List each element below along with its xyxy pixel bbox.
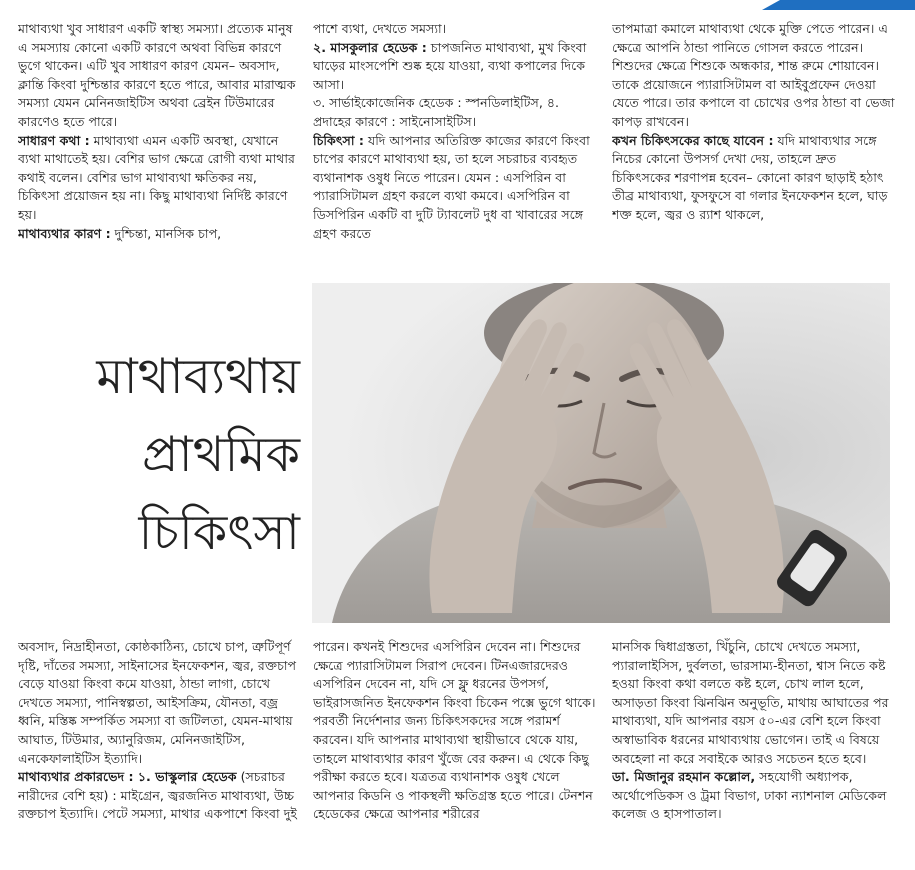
paragraph: কখন চিকিৎসকের কাছে যাবেন : যদি মাথাব্যথার সঙ্গে নিচের কোনো উপসর্গ দেখা দেয়, তাহলে দ্রুত চিকিৎসকের শরণাপন্ন হবেন– কোনো কারণ ছাড়াই হঠাৎ তীব্র মাথাব্যথা, ফুসফুসে বা গলার ইনফেকশন হলে, ঘাড় শক্ত হলে, জ্বর ও র‍্যাশ থাকলে, [612,132,888,222]
paragraph: চিকিৎসা : যদি আপনার অতিরিক্ত কাজের কারণে কিংবা চাপের কারণে মাথাব্যথা হয়, তা হলে সচরাচর ব্যবহৃত ব্যথানাশক ওষুধ নিতে পারেন। যেমন : এসপিরিন বা প্যারাসিটামল গ্রহণ করলে ব্যথা কমবে। এসপিরিন বা ডিসপিরিন একটি বা দুটি ট্যাবলেট দুধ বা খাবারের সঙ্গে গ্রহণ করতে [313,132,590,241]
subheading: ২. মাসকুলার হেডেক : [313,39,427,55]
subheading: মাথাব্যথার কারণ : [18,225,111,241]
subheading: চিকিৎসা : [313,132,364,148]
subheading: সাধারণ কথা : [18,132,90,148]
subheading: মাথাব্যথার প্রকারভেদ : ১. ভাস্কুলার হেডেক [18,769,237,785]
photo-illustration [312,283,890,623]
top-accent-bar [780,0,915,10]
bottom-column-3 [612,638,897,864]
top-column-3 [612,20,897,266]
paragraph: সাধারণ কথা : মাথাব্যথা এমন একটি অবস্থা, যেখানে ব্যথা মাথাতেই হয়। বেশির ভাগ ক্ষেত্রে রোগী ব্যথা মাথার কথাই বলেন। বেশির ভাগ মাথাব্যথা ক্ষতিকর নয়, চিকিৎসা প্রয়োজন হয় না। কিছু মাথাব্যথা নির্দিষ্ট কারণে হয়। [18,132,295,222]
article-headline [30,338,300,572]
paragraph: মাথাব্যথার প্রকারভেদ : ১. ভাস্কুলার হেডেক (সচরাচর নারীদের বেশি হয়) : মাইগ্রেন, জ্বরজনিত মাথাব্যথা, উচ্চ রক্তচাপ ইত্যাদি। পেটে সমস্যা, মাথার একপাশে কিংবা দুই [18,769,297,822]
paragraph: তাপমাত্রা কমালে মাথাব্যথা থেকে মুক্তি পেতে পারেন। এ ক্ষেত্রে আপনি ঠান্ডা পানিতে গোসল করতে পারেন। শিশুদের ক্ষেত্রে শিশুকে অন্ধকার, শান্ত রুমে শোয়াবেন। তাকে প্রয়োজনে প্যারাসিটামল বা আইবুপ্রফেন দেওয়া যেতে পারে। তার কপালে বা চোখের ওপর ঠান্ডা বা ভেজা কাপড় রাখবেন। [612,21,895,129]
bottom-column-2 [313,638,596,864]
paragraph: পারেন। কখনই শিশুদের এসপিরিন দেবেন না। শিশুদের ক্ষেত্রে প্যারাসিটামল সিরাপ দেবেন। টিনএজারদেরও এসপিরিন দেবেন না, যদি সে ফ্লু ধরনের উপসর্গ, ভাইরাসজনিত ইনফেকশন কিংবা চিকেন পক্সে ভুগে থাকে। পরবর্তী নির্দেশনার জন্য চিকিৎসকদের সঙ্গে পরামর্শ করবেন। যদি আপনার মাথাব্যথা স্থায়ীভাবে থেকে যায়, তাহলে মাথাব্যথার কারণ খুঁজে বের করুন। এ থেকে কিছু পরীক্ষা করতে হবে। যত্রতত্র ব্যথানাশক ওষুধ খেলে আপনার কিডনি ও পাকস্থলী ক্ষতিগ্রস্ত হতে পারে। টেনশন হেডেকের ক্ষেত্রে আপনার শরীরের [313,639,596,822]
subheading: কখন চিকিৎসকের কাছে যাবেন : [612,132,774,148]
paragraph: মানসিক দ্বিধাগ্রস্ততা, খিঁচুনি, চোখে দেখতে সমস্যা, প্যারালাইসিস, দুর্বলতা, ভারসাম্য-হীনতা, শ্বাস নিতে কষ্ট হওয়া কিংবা কথা বলতে কষ্ট হলে, চোখ লাল হলে, অসাড়তা কিংবা ঝিনঝিন অনুভূতি, মাথায় আঘাতের পর মাথাব্যথা, যদি আপনার বয়স ৫০-এর বেশি হলে কিংবা অস্বাভাবিক ধরনের মাথাব্যথায় ভোগেন। তাই এ বিষয়ে অবহেলা না করে সবাইকে আরও সচেতন হতে হবে। [612,639,889,766]
headline-line-1: মাথাব্যথায় [96,348,300,405]
paragraph: মাথাব্যথার কারণ : দুশ্চিন্তা, মানসিক চাপ, [18,225,222,241]
author-credit: ডা. মিজানুর রহমান কল্লোল, সহযোগী অধ্যাপক, অর্থোপেডিকস ও ট্রমা বিভাগ, ঢাকা ন্যাশনাল মেডিকেল কলেজ ও হাসপাতাল। [612,769,887,822]
paragraph: ৩. সার্ভাইকোজেনিক হেডেক : স্পনডিলাইটিস, ৪. প্রদাহের কারণে : সাইনোসাইটিস। [313,95,560,129]
headline-line-3: চিকিৎসা [138,504,300,561]
paragraph: মাথাব্যথা খুব সাধারণ একটি স্বাস্থ্য সমস্যা। প্রত্যেক মানুষ এ সমস্যায় কোনো একটি কারণে অথবা বিভিন্ন কারণে ভুগে থাকেন। এটি খুব সাধারণ কারণ যেমন– অবসাদ, ক্লান্তি কিংবা দুশ্চিন্তার কারণে হতে পারে, আবার মারাত্মক সমস্যা যেমন মেনিনজাইটিস অথবা ব্রেইন টিউমারের কারণেও হতে পারে। [18,21,296,129]
paragraph: অবসাদ, নিদ্রাহীনতা, কোষ্ঠকাঠিন্য, চোখে চাপ, ত্রুটিপূর্ণ দৃষ্টি, দাঁতের সমস্যা, সাইনাসের ইনফেকশন, জ্বর, রক্তচাপ বেড়ে যাওয়া কিংবা কমে যাওয়া, ঠান্ডা লাগা, চোখে দেখতে সমস্যা, পানিস্বল্পতা, আইসক্রিম, যৌনতা, বজ্র ধ্বনি, মস্তিষ্ক সম্পর্কিত সমস্যা বা জটিলতা, যেমন-মাথায় আঘাত, টিউমার, অ্যানুরিজম, মেনিনজাইটিস, এনকেফালাইটিস ইত্যাদি। [18,639,297,766]
paragraph: ২. মাসকুলার হেডেক : চাপজনিত মাথাব্যথা, মুখ কিংবা ঘাড়ের মাংসপেশি শুষ্ক হয়ে যাওয়া, ব্যথা কপালের দিকে আসা। [313,39,587,92]
headache-man-photo [312,283,890,623]
bottom-column-1 [18,638,301,864]
headline-line-2: প্রাথমিক [141,426,300,483]
top-column-1 [18,20,301,266]
author-name: ডা. মিজানুর রহমান কল্লোল, [612,769,756,785]
paragraph: পাশে ব্যথা, দেখতে সমস্যা। [313,21,447,36]
top-column-2 [313,20,596,266]
